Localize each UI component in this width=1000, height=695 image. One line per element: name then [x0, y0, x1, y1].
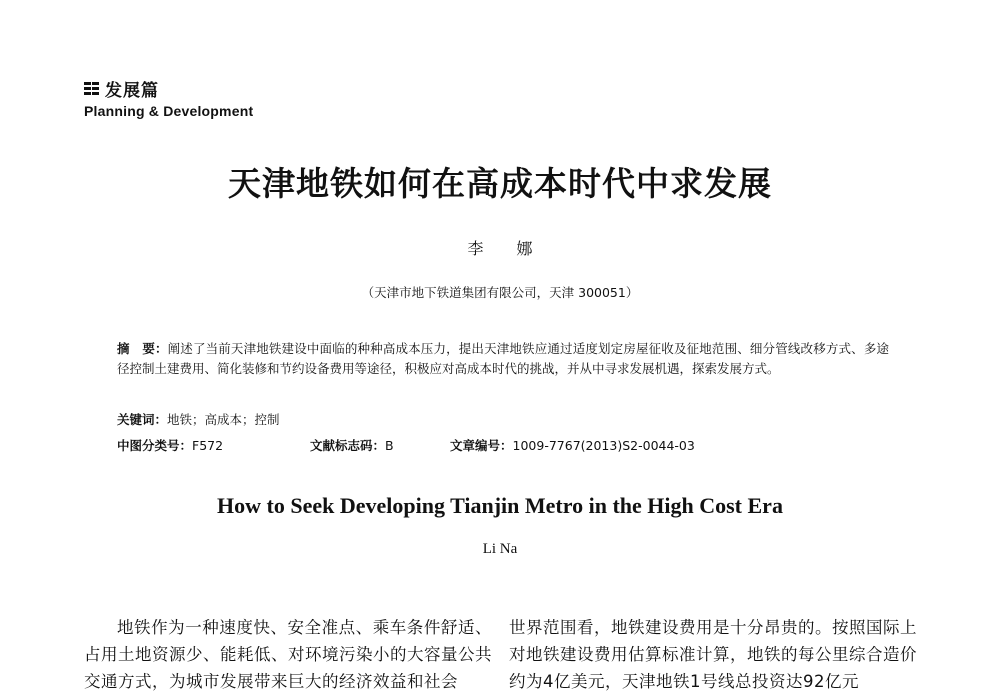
body-paragraph: 地铁作为一种速度快、安全准点、乘车条件舒适、占用土地资源少、能耗低、对环境污染小的大容量公共交通方式，为城市发展带来巨大的经济效益和社会 [84, 618, 492, 691]
abstract-label: 摘 要： [117, 341, 168, 356]
author-name: 李 娜 [467, 239, 547, 258]
doc-code-field [310, 436, 450, 456]
clc-field [117, 436, 310, 456]
section-title-cn: 发展篇 [105, 81, 159, 101]
section-title-en: Planning & Development [84, 103, 254, 119]
classification-row [117, 436, 889, 456]
body-column-right [509, 614, 917, 695]
keywords-text: 地铁；高成本；控制 [167, 412, 280, 427]
clc-value: F572 [192, 438, 224, 453]
grid-icon [84, 82, 99, 95]
article-number-field [450, 436, 695, 456]
keywords-label: 关键词： [117, 412, 168, 427]
article-number-label: 文章编号： [450, 438, 513, 453]
english-title: How to Seek Developing Tianjin Metro in the High Cost Era [217, 493, 783, 518]
article-title: 天津地铁如何在高成本时代中求发展 [228, 164, 772, 203]
body-paragraph: 世界范围看，地铁建设费用是十分昂贵的。按照国际上对地铁建设费用估算标准计算，地铁的每公里综合造价约为4亿美元，天津地铁1号线总投资达92亿元 [509, 618, 917, 691]
body-column-left [84, 614, 492, 695]
abstract-text: 阐述了当前天津地铁建设中面临的种种高成本压力，提出天津地铁应通过适度划定房屋征收及征地范围、细分管线改移方式、多途径控制土建费用、简化装修和节约设备费用等途径，积极应对高成本时代的挑战，并从中寻求发展机遇，探索发展方式。 [117, 341, 889, 376]
section-tag [84, 76, 253, 119]
keywords [117, 410, 889, 430]
doc-code-label: 文献标志码： [310, 438, 386, 453]
english-author: Li Na [482, 541, 518, 557]
clc-label: 中图分类号： [117, 438, 193, 453]
author-affiliation: （天津市地下铁道集团有限公司，天津 300051） [361, 285, 639, 300]
abstract [117, 339, 889, 379]
doc-code-value: B [385, 438, 394, 453]
article-number-value: 1009-7767(2013)S2-0044-03 [512, 438, 695, 453]
